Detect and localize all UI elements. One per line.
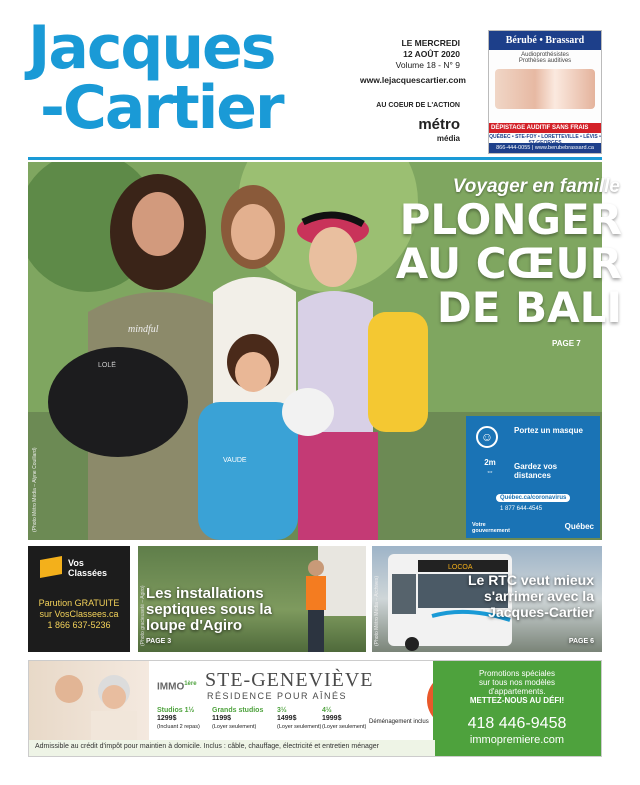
residence-web[interactable]: immopremiere.com: [469, 734, 565, 746]
promo-copy: [433, 669, 601, 705]
logo-line-2: -Cartier: [40, 73, 283, 143]
ad-cities: QUÉBEC • STE-FOY • LORETTEVILLE • LÉVIS •: [489, 134, 601, 140]
publisher-logo: [400, 118, 460, 146]
shirt-text: mindful: [128, 324, 159, 335]
unit-price: 1299$: [157, 715, 177, 722]
ad-face-image: [495, 69, 595, 109]
headline-line-1: PLONGER: [399, 195, 622, 244]
covid-url[interactable]: Québec.ca/coronavirus: [496, 494, 570, 502]
ad-sub-2: Prothèses auditives: [518, 58, 572, 64]
unit-type: 4½: [322, 707, 332, 714]
classifieds-text-2: sur VosClassees.ca: [39, 609, 119, 619]
hero-page-ref: PAGE 7: [552, 339, 581, 348]
classifieds-brand: [68, 558, 107, 578]
residence-phone[interactable]: 418 446-9458: [467, 715, 567, 732]
covid-phone: 1 877 644-4545: [500, 506, 543, 512]
hero-headline[interactable]: [392, 195, 622, 332]
ad-brand: Bérubé • Brassard: [489, 31, 601, 50]
bus-sign: LOCOA: [448, 564, 473, 571]
story-rtc[interactable]: [372, 546, 602, 652]
issue-info: [360, 38, 466, 86]
photo-credit: (Photo Métro Média – Alyne Couillard): [32, 447, 38, 532]
mask-icon: ☺: [476, 426, 498, 448]
website-link[interactable]: www.lejacquescartier.com: [360, 75, 466, 85]
unit-note: (Incluant 2 repas): [157, 724, 200, 730]
rtc-credit: (Photo Métro Média – Archives): [374, 575, 380, 646]
unit-column: [157, 707, 200, 731]
promo-line-1: Promotions spéciales: [478, 669, 556, 678]
unit-note: (Loyer seulement): [277, 724, 322, 730]
bag-label: LOLË: [98, 362, 116, 369]
issue-volume: Volume 18 - N° 9: [395, 60, 460, 70]
ad-contact: 866-444-0055 | www.berubebrassard.ca: [489, 143, 601, 153]
septic-title: Les installations septiques sous la loupe d'Agiro: [146, 585, 272, 634]
septic-page-ref: PAGE 3: [146, 638, 172, 645]
logo-line-1: Jacques: [28, 13, 275, 83]
issue-date: 12 AOÛT 2020: [403, 49, 460, 59]
headline-line-3: DE BALI: [436, 283, 622, 332]
classifieds-brand-2: Classées: [68, 568, 108, 578]
distance-value: 2m: [484, 458, 496, 467]
classifieds-brand-1: Vos: [68, 558, 84, 568]
unit-type: Grands studios: [212, 707, 264, 714]
svg-text:VAUDE: VAUDE: [223, 457, 247, 464]
headline-line-2: AU CŒUR: [395, 239, 622, 288]
ad-footer: Admissible au crédit d'impôt pour maintien à domicile. Inclus : câble, chauffage, électricité et entretien ménager: [29, 740, 435, 756]
quebec-logo: Québec: [564, 522, 594, 531]
residence-ad[interactable]: [28, 660, 602, 757]
promo-line-3: d'appartements.: [488, 687, 546, 696]
unit-note: (Loyer seulement): [322, 724, 367, 730]
gov-label: Votre gouvernement: [472, 522, 510, 534]
unit-type: 3½: [277, 707, 287, 714]
ad-sub-1: Audioprothésistes: [521, 52, 569, 58]
covid-distance-text: Gardez vos distances: [514, 462, 558, 480]
unit-column: [277, 707, 321, 731]
distance-icon: 2m ⇔: [484, 458, 496, 476]
hero-kicker: Voyager en famille: [452, 176, 620, 197]
unit-column: [322, 707, 366, 731]
unit-column: [212, 707, 263, 731]
rtc-title: Le RTC veut mieux s'arrimer avec la Jacques-Cartier: [467, 572, 594, 620]
immo-brand: IMMO: [157, 681, 185, 693]
classifieds-text-1: Parution GRATUITE: [38, 598, 120, 608]
covid-public-notice[interactable]: [466, 416, 600, 538]
masthead-divider: [28, 157, 602, 160]
classifieds-icon: [40, 556, 62, 578]
ad-web: www.berubebrassard.ca: [534, 145, 594, 151]
promo-line-2: sur tous nos modèles: [478, 678, 556, 687]
hearing-clinic-ad[interactable]: [488, 30, 602, 154]
tagline: AU COEUR DE L'ACTION: [376, 102, 460, 109]
septic-credit: (Photo gracieuseté – Agiro): [140, 585, 146, 646]
promo-challenge: METTEZ-NOUS AU DÉFI!: [469, 696, 565, 705]
publisher-sub: média: [436, 134, 460, 143]
residence-name: STE-GENEVIÈVE: [205, 669, 374, 691]
moving-included: Déménagement inclus: [369, 719, 429, 725]
seniors-photo: [29, 661, 149, 741]
issue-day: LE MERCREDI: [401, 38, 460, 48]
unit-price: 1999$: [322, 715, 342, 722]
immo-sup: 1ère: [184, 681, 197, 687]
unit-note: (Loyer seulement): [212, 724, 257, 730]
immo-logo: [157, 681, 197, 692]
promo-panel: [433, 661, 601, 757]
story-septic[interactable]: [138, 546, 366, 652]
classifieds-phone: 1 866 637-5236: [47, 620, 111, 630]
classifieds-copy: [28, 598, 130, 631]
rtc-page-ref: PAGE 6: [568, 638, 594, 645]
unit-type: Studios 1½: [157, 707, 195, 714]
newspaper-logo[interactable]: [28, 13, 348, 148]
publisher-name: métro: [418, 116, 460, 133]
residence-subtitle: RÉSIDENCE POUR AÎNÉS: [207, 691, 348, 701]
covid-mask-text: Portez un masque: [514, 426, 583, 435]
ad-promo: DÉPISTAGE AUDITIF SANS FRAIS: [489, 123, 601, 133]
classifieds-ad[interactable]: [28, 546, 130, 652]
unit-price: 1199$: [212, 715, 232, 722]
unit-prices: [157, 707, 397, 739]
unit-price: 1499$: [277, 715, 297, 722]
ad-phone: 866-444-0055: [496, 145, 531, 151]
